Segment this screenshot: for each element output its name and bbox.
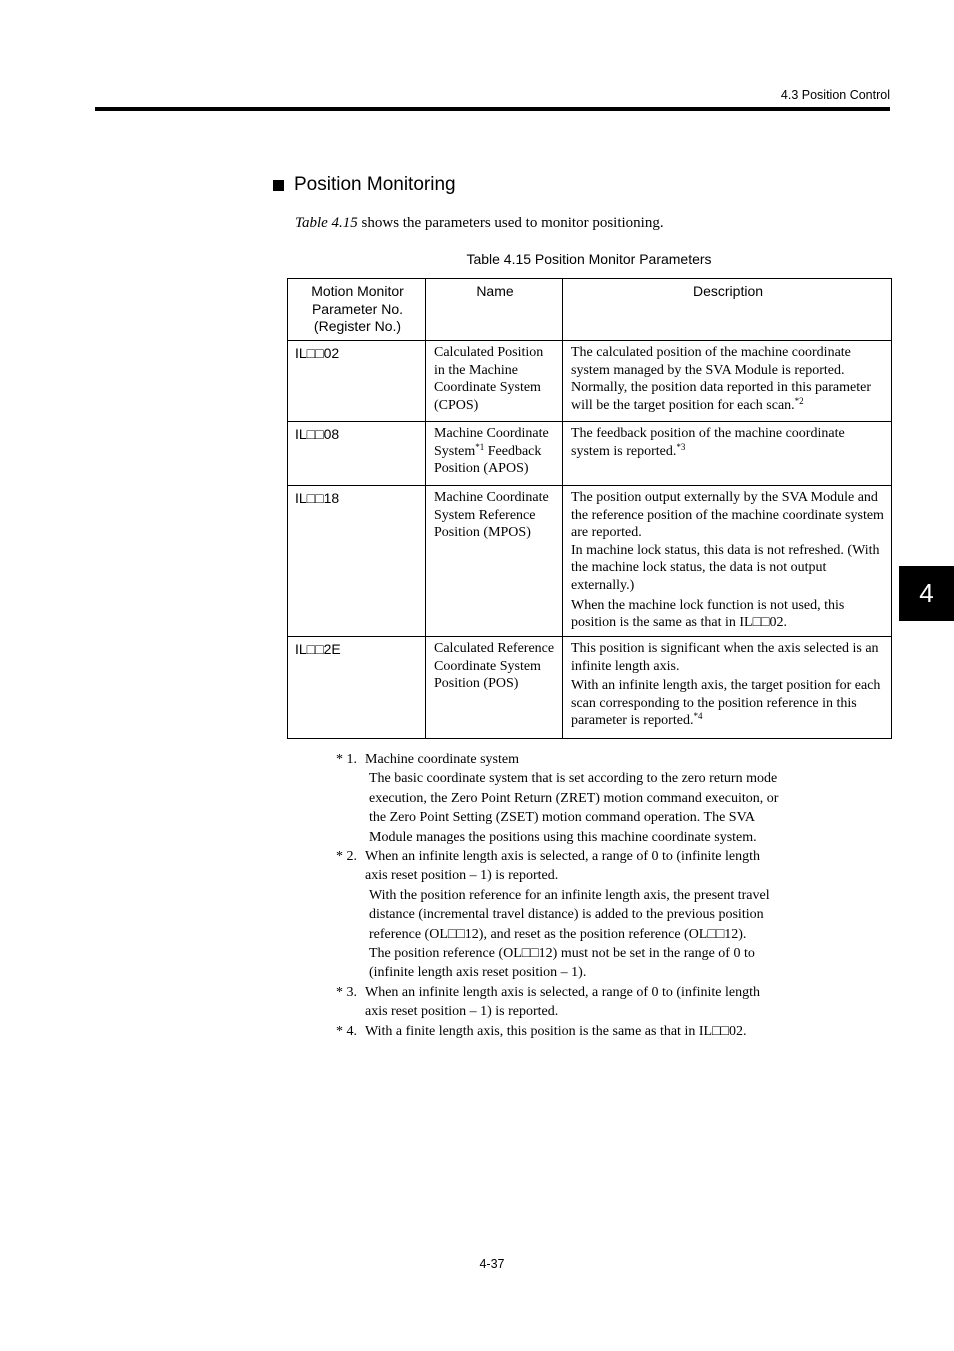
footnote (336, 847, 786, 983)
register-cell: IL□□08 (288, 422, 426, 486)
description-text: When the machine lock function is not used, this position is the same as that in IL□□02. (571, 597, 845, 631)
footnotes (336, 750, 786, 1041)
intro-paragraph (295, 215, 664, 232)
header-rule (95, 107, 890, 111)
description-text: This position is significant when the axis selected is an infinite length axis. (571, 641, 879, 674)
footnote-marker: * 3. (336, 984, 357, 1000)
footnote-title: With a finite length axis, this position is the same as that in IL□□02. (365, 1023, 747, 1039)
footnote-paragraph: The basic coordinate system that is set according to the zero return mode execution, the Zero Point Return (ZRET) motion command execuiton, or the Zero Point Setting (ZSET) motion command operation. The SVA Module manages the positions using this machine coordinate system. (369, 771, 779, 845)
name-text: Machine Coordinate System (434, 426, 549, 459)
table-header-row (288, 279, 892, 341)
footnote-title: Machine coordinate system (365, 752, 519, 767)
name-cell: Machine Coordinate System Reference Position (MPOS) (426, 486, 563, 637)
footnote-ref: *2 (794, 395, 804, 406)
register-cell: IL□□02 (288, 341, 426, 422)
description-text: The position output externally by the SVA Module and the reference position of the machine coordinate system are reported. (571, 490, 884, 541)
description-cell (563, 422, 892, 486)
table-row (288, 486, 892, 637)
name-cell: Calculated Position in the Machine Coordinate System (CPOS) (426, 341, 563, 422)
position-monitor-table (287, 278, 892, 739)
description-cell-para (571, 677, 887, 730)
footnote-paragraph: With the position reference for an infinite length axis, the present travel distance (incremental travel distance) is added to the previous position reference (OL□□12), and reset as the position reference (OL□□12). (369, 887, 770, 942)
footnote (336, 983, 786, 1022)
name-text: Feedback Position (APOS) (434, 443, 542, 477)
description-text: In machine lock status, this data is not refreshed. (With the machine lock status, the data is not output externally.) (571, 542, 880, 593)
footnote-marker: * 1. (336, 752, 357, 767)
header-name: Name (426, 279, 563, 341)
footnote-title: When an infinite length axis is selected, a range of 0 to (infinite length axis reset position – 1) is reported. (365, 849, 760, 884)
table-caption: Table 4.15 Position Monitor Parameters (466, 251, 712, 267)
description-text: With an infinite length axis, the target position for each scan corresponding to the position reference in this parameter is reported. (571, 678, 881, 729)
footnote-marker: * 2. (336, 849, 357, 865)
name-cell (426, 422, 563, 486)
table-row (288, 341, 892, 422)
description-cell (563, 637, 892, 739)
footnote-title: When an infinite length axis is selected, a range of 0 to (infinite length axis reset position – 1) is reported. (365, 984, 760, 1020)
footnote (336, 1022, 786, 1041)
footnote-marker: * 4. (336, 1023, 357, 1039)
page-number: 4-37 (479, 1257, 505, 1271)
running-head: 4.3 Position Control (780, 88, 890, 102)
footnote (336, 750, 786, 847)
table-row (288, 637, 892, 739)
chapter-tab: 4 (899, 566, 954, 621)
description-cell (563, 486, 892, 637)
description-cell (563, 341, 892, 422)
description-text: The feedback position of the machine coordinate system is reported. (571, 426, 845, 459)
footnote-paragraph: The position reference (OL□□12) must not be set in the range of 0 to (infinite length axis reset position – 1). (369, 946, 755, 981)
register-cell: IL□□2E (288, 637, 426, 739)
header-description: Description (563, 279, 892, 341)
table-reference: Table 4.15 (295, 215, 358, 231)
section-heading (273, 174, 456, 196)
section-heading-text: Position Monitoring (294, 174, 456, 195)
square-bullet-icon (273, 180, 284, 191)
intro-text: shows the parameters used to monitor positioning. (357, 215, 664, 231)
footnote-ref: *4 (693, 711, 703, 722)
table-row (288, 422, 892, 486)
name-cell: Calculated Reference Coordinate System Position (POS) (426, 637, 563, 739)
description-text: The calculated position of the machine coordinate system managed by the SVA Module is reported. Normally, the position data reported in this parameter will be the target position for each scan. (571, 345, 872, 413)
header-register: Motion Monitor Parameter No. (Register No.) (288, 279, 426, 341)
register-cell: IL□□18 (288, 486, 426, 637)
footnote-ref: *3 (676, 441, 686, 452)
footnote-ref: *1 (475, 441, 485, 452)
